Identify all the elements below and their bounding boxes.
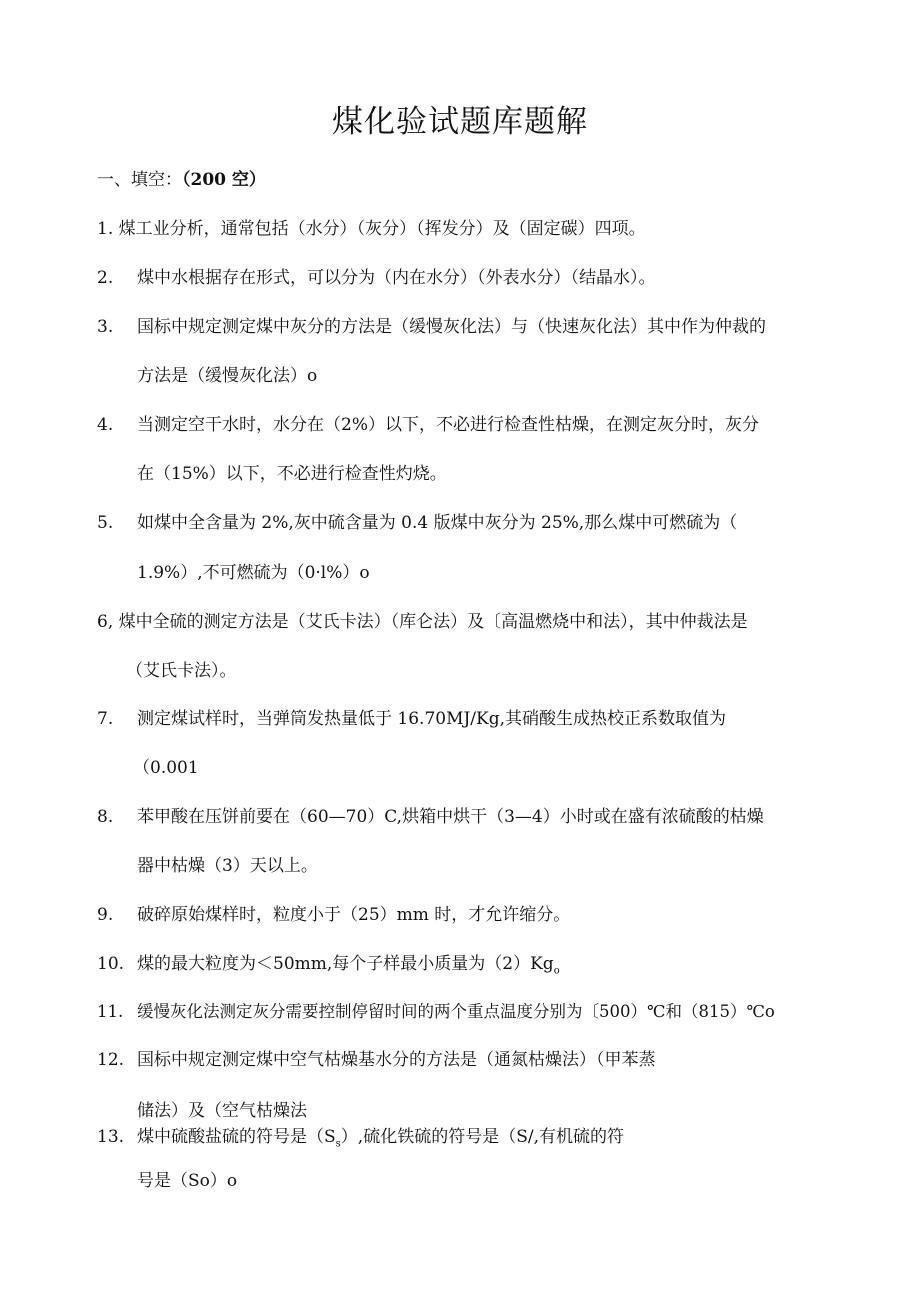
question-13 (97, 1125, 624, 1156)
question-13-continued: 号是（So）o (137, 1171, 238, 1191)
page-title: 煤化验试题库题解 (332, 104, 588, 140)
question-text: 煤中水根据存在形式，可以分为（内在水分）（外表水分）（结晶水）。 (137, 268, 656, 288)
section-count: （200 空） (182, 170, 266, 190)
question-3-continued: 方法是（缓慢灰化法）o (137, 366, 318, 386)
question-text: 煤的最大粒度为＜50mm,每个子样最小质量为（2）Kg (137, 954, 554, 974)
question-text: 测定煤试样时，当弹筒发热量低于 16.70MJ/Kg,其硝酸生成热校正系数取值为 (137, 709, 727, 729)
question-number: 10. (97, 954, 125, 974)
question-number: 3. (97, 317, 114, 337)
question-7-continued: （0.001 (133, 758, 199, 778)
question-number: 4. (97, 415, 114, 435)
question-text: 如煤中全含量为 2%,灰中硫含量为 0.4 版煤中灰分为 25%,那么煤中可燃硫为（ (137, 513, 738, 533)
question-9 (97, 903, 570, 927)
question-text-subscript: o (553, 965, 560, 977)
question-text-subscript: s (335, 1138, 341, 1150)
question-2 (97, 266, 656, 290)
question-8-continued: 器中枯燥（3）天以上。 (137, 856, 318, 876)
question-text-continued: ）,硫化铁硫的符号是（S/,有机硫的符 (340, 1127, 624, 1147)
question-text: 煤中硫酸盐硫的符号是（S (137, 1127, 336, 1147)
question-text: 苯甲酸在压饼前要在（60—70）C,烘箱中烘干（3—4）小时或在盛有浓硫酸的枯燥 (137, 807, 764, 827)
question-7 (97, 707, 726, 731)
question-text: 破碎原始煤样时，粒度小于（25）mm 时，才允许缩分。 (137, 905, 571, 925)
question-4-continued: 在（15%）以下，不必进行检查性灼烧。 (137, 464, 447, 484)
question-10 (97, 952, 560, 983)
question-text: 当测定空干水时，水分在（2%）以下，不必进行检查性枯燥，在测定灰分时，灰分 (137, 415, 759, 435)
section-heading (97, 168, 266, 192)
question-6-continued: （艾氏卡法）。 (126, 661, 237, 681)
question-1: 1. 煤工业分析，通常包括（水分）（灰分）（挥发分）及（固定碳）四项。 (97, 219, 646, 239)
question-number: 12. (97, 1050, 125, 1070)
question-number: 9. (97, 905, 114, 925)
section-label: 一、填空： (97, 170, 182, 190)
question-12-continued: 储法）及（空气枯燥法 (137, 1101, 307, 1121)
question-number: 11. (97, 1002, 124, 1021)
question-11 (97, 1000, 775, 1024)
question-6: 6, 煤中全硫的测定方法是（艾氏卡法）（库仑法）及〔高温燃烧中和法），其中仲裁法是 (97, 612, 748, 632)
question-number: 2. (97, 268, 114, 288)
question-number: 5. (97, 513, 114, 533)
question-5-continued: 1.9%）,不可燃硫为（0·l%）o (137, 563, 370, 583)
question-text: 国标中规定测定煤中空气枯燥基水分的方法是（通氮枯燥法）（甲苯蒸 (137, 1050, 656, 1070)
question-8 (97, 805, 764, 829)
question-text: 缓慢灰化法测定灰分需要控制停留时间的两个重点温度分别为〔500）℃和（815）℃o (137, 1002, 775, 1021)
question-number: 8. (97, 807, 114, 827)
question-12 (97, 1048, 656, 1072)
question-5 (97, 511, 737, 535)
question-3 (97, 315, 766, 339)
question-number: 7. (97, 709, 114, 729)
question-number: 13. (97, 1127, 125, 1147)
question-4 (97, 413, 759, 437)
question-text: 国标中规定测定煤中灰分的方法是（缓慢灰化法）与（快速灰化法）其中作为仲裁的 (137, 317, 766, 337)
